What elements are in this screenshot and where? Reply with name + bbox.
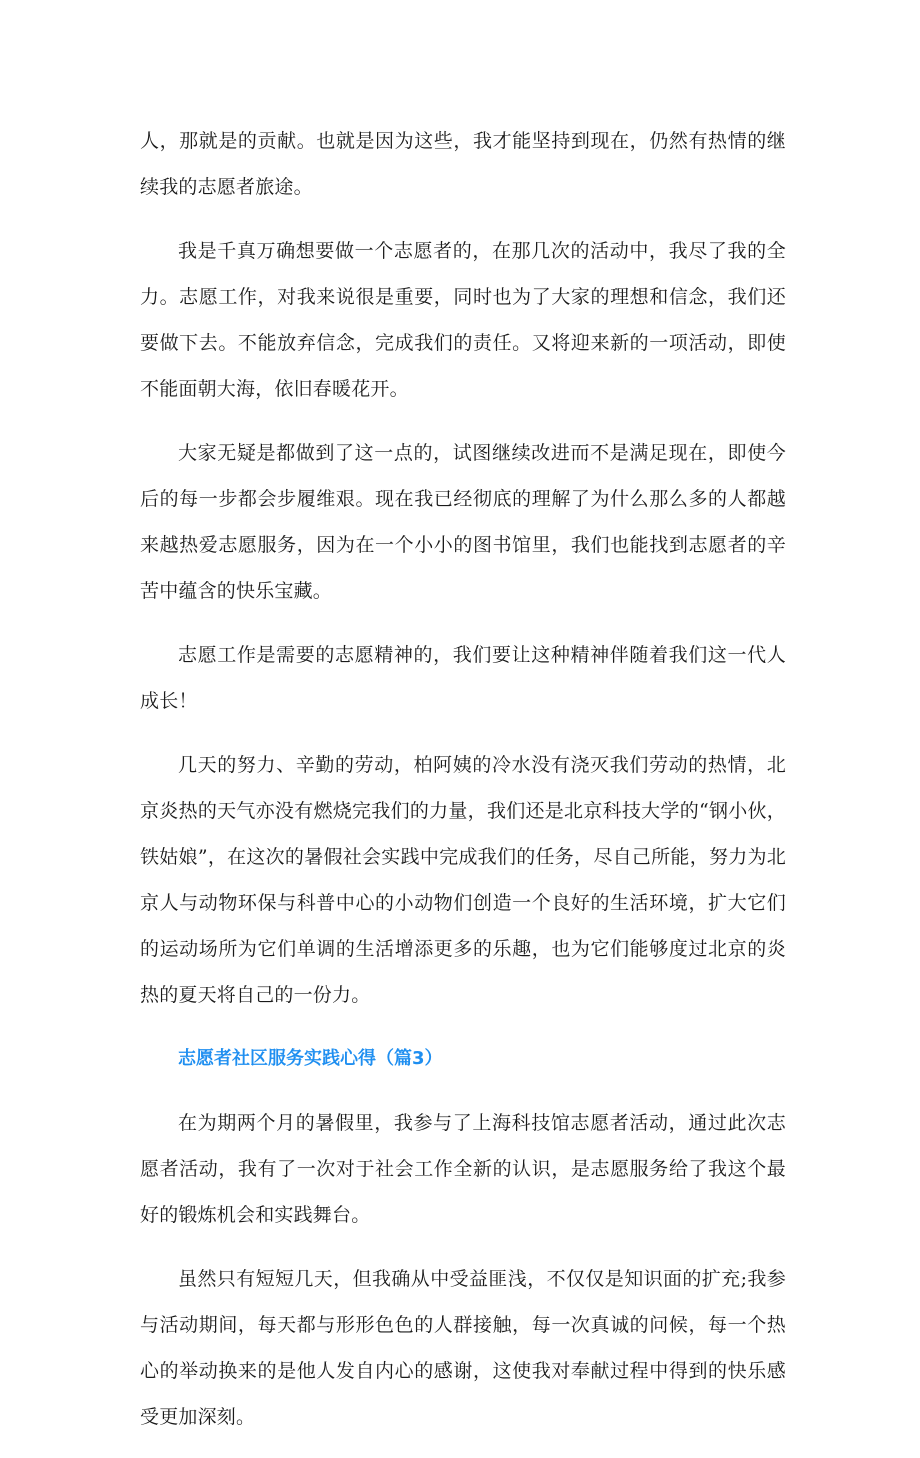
- paragraph: 志愿工作是需要的志愿精神的，我们要让这种精神伴随着我们这一代人成长！: [140, 644, 786, 712]
- paragraph: 人，那就是的贡献。也就是因为这些，我才能坚持到现在，仍然有热情的继续我的志愿者旅途。: [140, 130, 786, 198]
- document-page: [140, 118, 786, 1458]
- paragraph: 几天的努力、辛勤的劳动，柏阿姨的冷水没有浇灭我们劳动的热情，北京炎热的天气亦没有燃烧完我们的力量，我们还是北京科技大学的“钢小伙，铁姑娘”，在这次的暑假社会实践中完成我们的任务，尽自己所能，努力为北京人与动物环保与科普中心的小动物们创造一个良好的生活环境，扩大它们的运动场所为它们单调的生活增添更多的乐趣，也为它们能够度过北京的炎热的夏天将自己的一份力。: [140, 754, 786, 1006]
- paragraph: 在为期两个月的暑假里，我参与了上海科技馆志愿者活动，通过此次志愿者活动，我有了一次对于社会工作全新的认识，是志愿服务给了我这个最好的锻炼机会和实践舞台。: [140, 1112, 786, 1226]
- paragraph: 虽然只有短短几天，但我确从中受益匪浅，不仅仅是知识面的扩充;我参与活动期间，每天都与形形色色的人群接触，每一次真诚的问候，每一个热心的举动换来的是他人发自内心的感谢，这使我对奉献过程中得到的快乐感受更加深刻。: [140, 1268, 786, 1428]
- section-heading: 志愿者社区服务实践心得（篇3）: [178, 1048, 443, 1069]
- paragraph: 大家无疑是都做到了这一点的，试图继续改进而不是满足现在，即使今后的每一步都会步履维艰。现在我已经彻底的理解了为什么那么多的人都越来越热爱志愿服务，因为在一个小小的图书馆里，我们也能找到志愿者的辛苦中蕴含的快乐宝藏。: [140, 442, 786, 602]
- paragraph: 我是千真万确想要做一个志愿者的，在那几次的活动中，我尽了我的全力。志愿工作，对我来说很是重要，同时也为了大家的理想和信念，我们还要做下去。不能放弃信念，完成我们的责任。又将迎来新的一项活动，即使不能面朝大海，依旧春暖花开。: [140, 240, 786, 400]
